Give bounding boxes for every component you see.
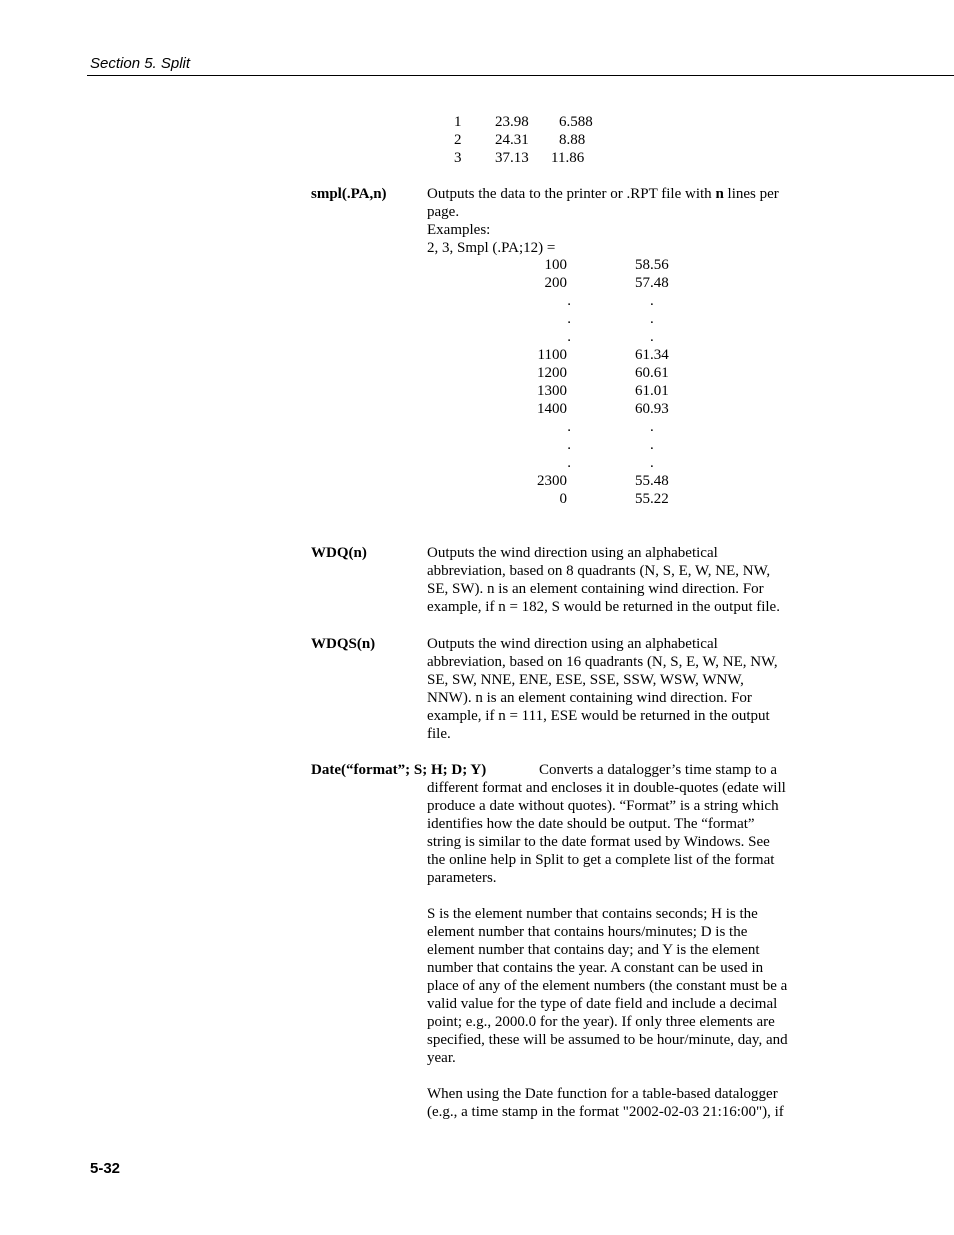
table-cell: 1100 bbox=[537, 347, 567, 363]
date-paragraph-1: different format and encloses it in double-quotes (edate will produce a date without quotes). “Format” is a string which identifies how the date should be output. The “format” string is similar to the date format used by Windows. See the online help in Split to get a complete list of the format parameters. bbox=[427, 780, 786, 886]
table-cell: . bbox=[650, 419, 654, 435]
wdq-description: Outputs the wind direction using an alphabetical abbreviation, based on 8 quadrants (N, S, E, W, NE, NW, SE, SW). n is an element containing wind direction. For example, if n = 182, S would be returned in the output file. bbox=[427, 545, 780, 615]
table-cell: 23.98 bbox=[495, 114, 529, 130]
table-cell: 57.48 bbox=[635, 275, 669, 291]
wdqs-term: WDQS(n) bbox=[311, 636, 376, 652]
example-expression: 2, 3, Smpl (.PA;12) = bbox=[427, 240, 556, 256]
running-header: Section 5. Split bbox=[90, 55, 191, 72]
table-cell: . bbox=[567, 293, 571, 309]
examples-label: Examples: bbox=[427, 222, 491, 238]
header-rule bbox=[87, 75, 954, 76]
date-paragraph-2: S is the element number that contains seconds; H is the element number that contains hours/minutes; D is the element number that contains day; and Y is the element number that contains the year. A constant can be used in place of any of the element numbers (the constant must be a valid value for the type of date field and include a decimal point; e.g., 2000.0 for the year). If only three elements are specified, these will be assumed to be hour/minute, day, and year. bbox=[427, 906, 788, 1066]
table-cell: 61.34 bbox=[635, 347, 669, 363]
wdq-term: WDQ(n) bbox=[311, 545, 367, 561]
table-cell: . bbox=[650, 437, 654, 453]
table-cell: 1300 bbox=[537, 383, 567, 399]
table-cell: 37.13 bbox=[495, 150, 529, 166]
table-cell: 58.56 bbox=[635, 257, 669, 273]
table-cell: 1200 bbox=[537, 365, 567, 381]
table-cell: 60.93 bbox=[635, 401, 669, 417]
date-first-line: Converts a datalogger’s time stamp to a bbox=[539, 762, 778, 778]
table-cell: 55.22 bbox=[635, 491, 669, 507]
table-cell: 3 bbox=[454, 150, 462, 166]
table-cell: 2300 bbox=[537, 473, 567, 489]
table-cell: 200 bbox=[544, 275, 567, 291]
table-cell: 61.01 bbox=[635, 383, 669, 399]
table-cell: 100 bbox=[544, 257, 567, 273]
smpl-term: smpl(.PA,n) bbox=[311, 186, 387, 202]
date-paragraph-3: When using the Date function for a table-based datalogger (e.g., a time stamp in the format "2002-02-03 21:16:00"), if bbox=[427, 1086, 784, 1120]
date-term: Date(“format”; S; H; D; Y) bbox=[311, 762, 487, 778]
table-cell: 11.86 bbox=[551, 150, 585, 166]
table-cell: 24.31 bbox=[495, 132, 529, 148]
table-cell: . bbox=[567, 329, 571, 345]
table-cell: . bbox=[567, 437, 571, 453]
table-cell: 0 bbox=[559, 491, 567, 507]
table-cell: 55.48 bbox=[635, 473, 669, 489]
table-cell: 1 bbox=[454, 114, 462, 130]
table-cell: 60.61 bbox=[635, 365, 669, 381]
table-cell: . bbox=[650, 311, 654, 327]
table-cell: . bbox=[567, 311, 571, 327]
page-number: 5-32 bbox=[90, 1160, 121, 1177]
table-cell: . bbox=[567, 455, 571, 471]
table-cell: . bbox=[650, 455, 654, 471]
table-cell: 8.88 bbox=[559, 132, 586, 148]
table-cell: . bbox=[567, 419, 571, 435]
table-cell: 1400 bbox=[537, 401, 567, 417]
table-cell: . bbox=[650, 329, 654, 345]
table-cell: 6.588 bbox=[559, 114, 593, 130]
table-cell: . bbox=[650, 293, 654, 309]
smpl-description: Outputs the data to the printer or .RPT file with n lines per page. Examples: 2, 3, Smpl (.PA;12) = bbox=[427, 185, 807, 257]
wdqs-description: Outputs the wind direction using an alphabetical abbreviation, based on 16 quadrants (N, S, E, W, NE, NW, SE, SW, NNE, ENE, ESE, SSE, SSW, WSW, WNW, NNW). n is an element containing wind direction. For example, if n = 111, ESE would be returned in the output file. bbox=[427, 636, 778, 742]
table-cell: 2 bbox=[454, 132, 462, 148]
